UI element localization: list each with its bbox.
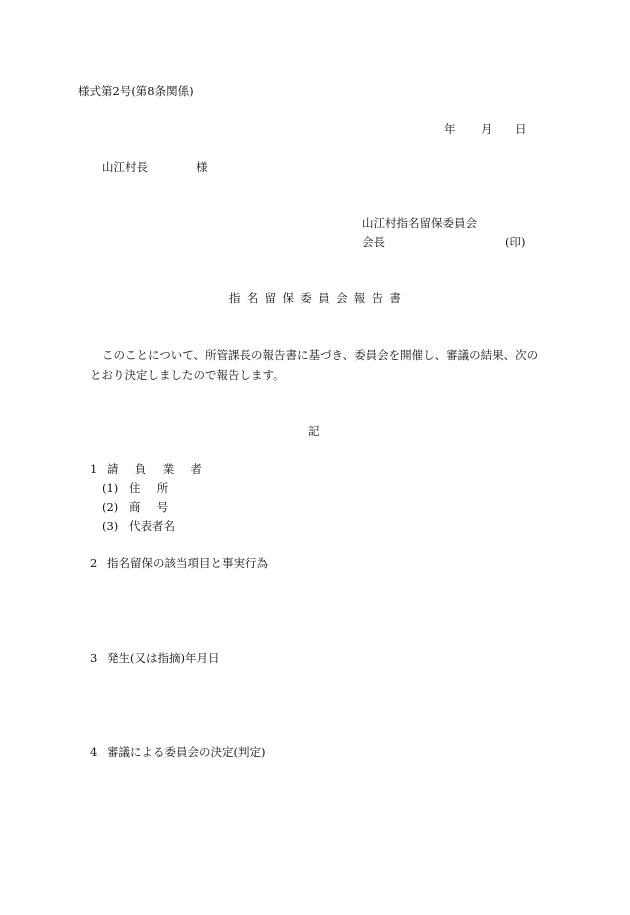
addressee-name: 山江村長 (102, 160, 148, 174)
sender-seal: (印) (505, 235, 526, 249)
item-number: 3 (90, 651, 98, 665)
date-month-label: 月 (481, 122, 493, 136)
subitem-label: 代表者名 (129, 519, 175, 533)
sender-organization: 山江村指名留保委員会 (362, 216, 477, 230)
item-label: 請 負 業 者 (107, 462, 209, 476)
ki-heading: 記 (308, 424, 320, 438)
item-label: 指名留保の該当項目と事実行為 (107, 556, 268, 570)
date-year-label: 年 (444, 122, 456, 136)
document-title: 指名留保委員会報告書 (229, 291, 408, 305)
body-line-1: このことについて、所管課長の報告書に基づき、委員会を開催し、審議の結果、次の (102, 348, 539, 362)
subitem-label: 商 号 (129, 500, 175, 514)
date-day-label: 日 (515, 122, 527, 136)
item-number: 4 (90, 745, 98, 759)
item-label: 発生(又は指摘)年月日 (107, 651, 220, 665)
subitem-number: (1) (102, 481, 119, 495)
body-line-2: とおり決定しましたので報告します。 (90, 368, 285, 382)
sender-title: 会長 (362, 235, 385, 249)
subitem-label: 住 所 (129, 481, 175, 495)
form-number: 様式第2号(第8条関係) (78, 84, 194, 98)
item-label: 審議による委員会の決定(判定) (107, 745, 266, 759)
item-number: 2 (90, 556, 98, 570)
subitem-number: (2) (102, 500, 119, 514)
addressee-honorific: 様 (196, 160, 208, 174)
subitem-number: (3) (102, 519, 119, 533)
item-number: 1 (90, 462, 98, 476)
